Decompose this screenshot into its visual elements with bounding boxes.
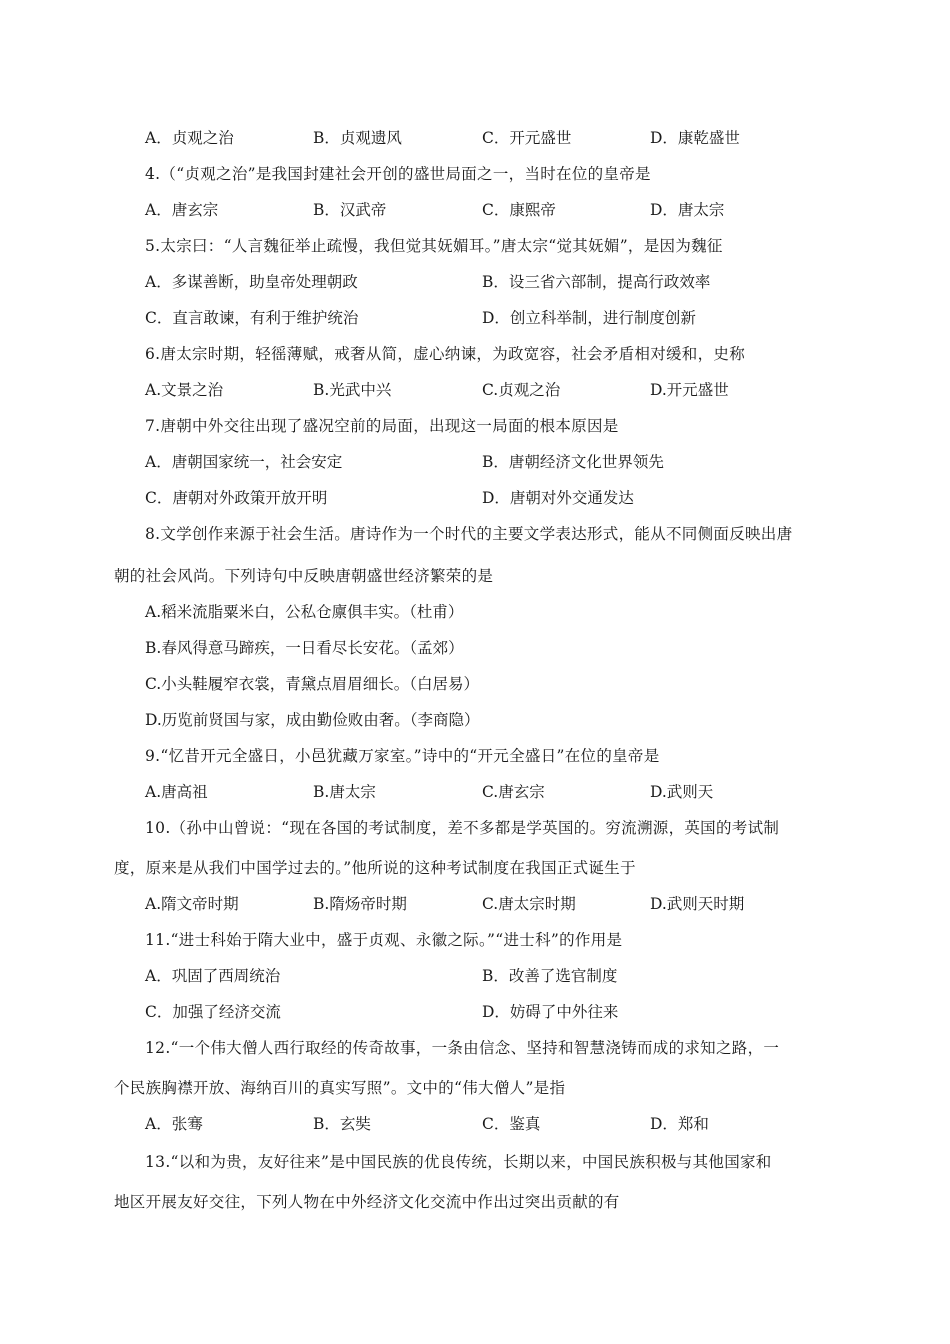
q9-option-c: C.唐玄宗 bbox=[482, 783, 545, 801]
q12-option-b: B．玄奘 bbox=[313, 1115, 371, 1133]
q7-option-a: A．唐朝国家统一，社会安定 bbox=[145, 453, 343, 471]
q3-option-b: B．贞观遗风 bbox=[313, 129, 402, 147]
q10-option-d: D.武则天时期 bbox=[650, 895, 745, 913]
question-13-stem-line-2: 地区开展友好交往，下列人物在中外经济文化交流中作出过突出贡献的有 bbox=[114, 1193, 620, 1211]
q12-option-c: C．鉴真 bbox=[482, 1115, 541, 1133]
q11-option-a: A．巩固了西周统治 bbox=[145, 967, 281, 985]
q9-option-a: A.唐高祖 bbox=[145, 783, 208, 801]
q6-option-a: A.文景之治 bbox=[145, 381, 224, 399]
question-11-stem: 11.“进士科始于隋大业中，盛于贞观、永徽之际。”“进士科”的作用是 bbox=[145, 931, 623, 949]
q4-option-b: B．汉武帝 bbox=[313, 201, 387, 219]
q5-option-d: D．创立科举制，进行制度创新 bbox=[482, 309, 696, 327]
q8-option-d: D.历览前贤国与家，成由勤俭败由奢。（李商隐） bbox=[145, 711, 480, 729]
q11-option-b: B．改善了选官制度 bbox=[482, 967, 618, 985]
question-5-stem: 5.太宗曰：“人言魏征举止疏慢，我但觉其妩媚耳。”唐太宗“觉其妩媚”，是因为魏征 bbox=[145, 237, 723, 255]
q11-option-d: D．妨碍了中外往来 bbox=[482, 1003, 619, 1021]
question-6-stem: 6.唐太宗时期，轻徭薄赋，戒奢从简，虚心纳谏，为政宽容，社会矛盾相对缓和，史称 bbox=[145, 345, 745, 363]
q10-option-a: A.隋文帝时期 bbox=[145, 895, 239, 913]
question-7-stem: 7.唐朝中外交往出现了盛况空前的局面，出现这一局面的根本原因是 bbox=[145, 417, 619, 435]
question-12-stem-line-2: 个民族胸襟开放、海纳百川的真实写照”。文中的“伟大僧人”是指 bbox=[114, 1079, 566, 1097]
q9-option-b: B.唐太宗 bbox=[313, 783, 376, 801]
question-10-stem-line-2: 度，原来是从我们中国学过去的。”他所说的这种考试制度在我国正式诞生于 bbox=[114, 859, 636, 877]
q8-option-a: A.稻米流脂粟米白，公私仓廪俱丰实。（杜甫） bbox=[145, 603, 464, 621]
q7-option-b: B．唐朝经济文化世界领先 bbox=[482, 453, 664, 471]
q10-option-c: C.唐太宗时期 bbox=[482, 895, 576, 913]
q11-option-c: C．加强了经济交流 bbox=[145, 1003, 281, 1021]
question-9-stem: 9.“忆昔开元全盛日，小邑犹藏万家室。”诗中的“开元全盛日”在位的皇帝是 bbox=[145, 747, 660, 765]
q3-option-d: D．康乾盛世 bbox=[650, 129, 740, 147]
q8-option-b: B.春风得意马蹄疾，一日看尽长安花。（孟郊） bbox=[145, 639, 464, 657]
q12-option-a: A．张骞 bbox=[145, 1115, 203, 1133]
question-8-stem-line-2: 朝的社会风尚。下列诗句中反映唐朝盛世经济繁荣的是 bbox=[114, 567, 494, 585]
q4-option-d: D．唐太宗 bbox=[650, 201, 725, 219]
q4-option-a: A．唐玄宗 bbox=[145, 201, 219, 219]
q9-option-d: D.武则天 bbox=[650, 783, 714, 801]
q3-option-a: A．贞观之治 bbox=[145, 129, 234, 147]
question-10-stem-line-1: 10.（孙中山曾说：“现在各国的考试制度，差不多都是学英国的。穷流溯源，英国的考试制 bbox=[145, 819, 780, 837]
q7-option-c: C．唐朝对外政策开放开明 bbox=[145, 489, 328, 507]
q5-option-c: C．直言敢谏，有利于维护统治 bbox=[145, 309, 359, 327]
q6-option-d: D.开元盛世 bbox=[650, 381, 729, 399]
q5-option-a: A．多谋善断，助皇帝处理朝政 bbox=[145, 273, 358, 291]
q12-option-d: D．郑和 bbox=[650, 1115, 709, 1133]
q10-option-b: B.隋炀帝时期 bbox=[313, 895, 407, 913]
question-13-stem-line-1: 13.“以和为贵，友好往来”是中国民族的优良传统，长期以来，中国民族积极与其他国家和 bbox=[145, 1153, 772, 1171]
q5-option-b: B．设三省六部制，提高行政效率 bbox=[482, 273, 711, 291]
question-12-stem-line-1: 12.“一个伟大僧人西行取经的传奇故事，一条由信念、坚持和智慧浇铸而成的求知之路，一 bbox=[145, 1039, 780, 1057]
q3-option-c: C．开元盛世 bbox=[482, 129, 572, 147]
q6-option-c: C.贞观之治 bbox=[482, 381, 561, 399]
q7-option-d: D．唐朝对外交通发达 bbox=[482, 489, 634, 507]
q6-option-b: B.光武中兴 bbox=[313, 381, 392, 399]
q4-option-c: C．康熙帝 bbox=[482, 201, 556, 219]
q8-option-c: C.小头鞋履窄衣裳，青黛点眉眉细长。（白居易） bbox=[145, 675, 479, 693]
question-8-stem-line-1: 8.文学创作来源于社会生活。唐诗作为一个时代的主要文学表达形式，能从不同侧面反映出唐 bbox=[145, 525, 793, 543]
question-4-stem: 4.（“贞观之治”是我国封建社会开创的盛世局面之一，当时在位的皇帝是 bbox=[145, 165, 651, 183]
